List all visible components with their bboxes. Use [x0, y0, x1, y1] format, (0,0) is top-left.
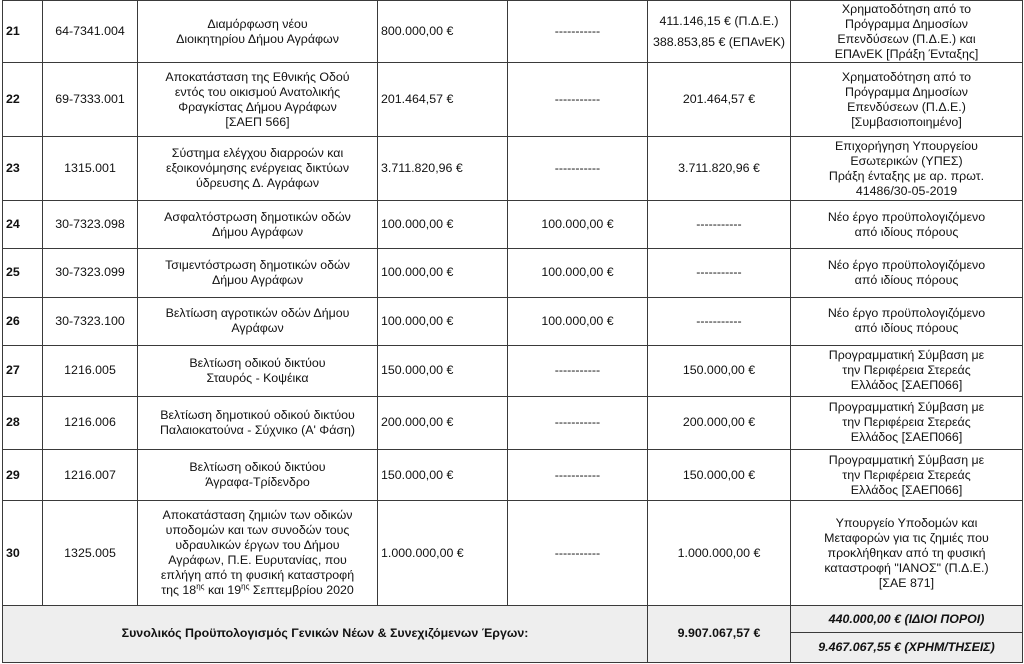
budget-code: 1216.005 — [43, 345, 138, 396]
budget-code: 64-7341.004 — [43, 1, 138, 63]
funded-amount: 411.146,15 € (Π.Δ.Ε.) 388.853,85 € (ΕΠΑνΕΚ) — [648, 1, 791, 63]
project-description: Αποκατάσταση ζημιών των οδικών υποδομών και των συνοδών τους υδραυλικών έργων του Δήμου Αγράφων, Π.Ε. Ευρυτανίας, που επλήγη από τη φυσική καταστροφή της $18^{\eta\varsigma}$ και $19^{\eta\varsigma}$ Σεπτεμβρίου 2020 — [138, 501, 378, 606]
table-row — [3, 396, 1023, 450]
total-budget: 100.000,00 € — [378, 249, 508, 298]
funded-amount: ----------- — [648, 201, 791, 249]
funded-amount: ----------- — [648, 249, 791, 298]
total-budget: 800.000,00 € — [378, 1, 508, 63]
funding-notes: Υπουργείο Υποδομών και Μεταφορών για τις ζημιές που προκλήθηκαν από τη φυσική καταστροφή "ΙΑΝΟΣ" (Π.Δ.Ε.) [ΣΑΕ 871] — [791, 501, 1023, 606]
project-description: Τσιμεντόστρωση δημοτικών οδών Δήμου Αγράφων — [138, 249, 378, 298]
funding-notes: Προγραμματική Σύμβαση με την Περιφέρεια Στερεάς Ελλάδος [ΣΑΕΠ066] — [791, 450, 1023, 501]
row-number: 29 — [3, 450, 43, 501]
own-resources: ----------- — [508, 137, 648, 201]
total-amount: 9.907.067,57 € — [648, 605, 791, 662]
project-description: Βελτίωση οδικού δικτύου Σταυρός - Κοψέικα — [138, 345, 378, 396]
row-number: 26 — [3, 297, 43, 345]
budget-code: 30-7323.099 — [43, 249, 138, 298]
own-resources: ----------- — [508, 345, 648, 396]
total-budget: 200.000,00 € — [378, 396, 508, 450]
funding-notes: Χρηματοδότηση από το Πρόγραμμα Δημοσίων Επενδύσεων (Π.Δ.Ε.) [Συμβασιοποιημένο] — [791, 63, 1023, 137]
budget-code: 1216.006 — [43, 396, 138, 450]
funded-amount: 150.000,00 € — [648, 345, 791, 396]
funding-notes: Προγραμματική Σύμβαση με την Περιφέρεια Στερεάς Ελλάδος [ΣΑΕΠ066] — [791, 396, 1023, 450]
project-description: Διαμόρφωση νέου Διοικητηρίου Δήμου Αγράφων — [138, 1, 378, 63]
row-number: 30 — [3, 501, 43, 606]
table-row — [3, 201, 1023, 249]
funding-notes: Χρηματοδότηση από το Πρόγραμμα Δημοσίων Επενδύσεων (Π.Δ.Ε.) και ΕΠΑνΕΚ [Πράξη Ένταξης] — [791, 1, 1023, 63]
table-row — [3, 63, 1023, 137]
table-row — [3, 345, 1023, 396]
table-row — [3, 297, 1023, 345]
total-funded: 9.467.067,55 € (ΧΡΗΜ/ΤΗΣΕΙΣ) — [791, 633, 1023, 663]
total-budget: 201.464,57 € — [378, 63, 508, 137]
total-label: Συνολικός Προϋπολογισμός Γενικών Νέων & Συνεχιζόμενων Έργων: — [3, 605, 648, 662]
own-resources: ----------- — [508, 1, 648, 63]
budget-code: 1325.005 — [43, 501, 138, 606]
budget-code: 30-7323.100 — [43, 297, 138, 345]
row-number: 24 — [3, 201, 43, 249]
budget-code: 1315.001 — [43, 137, 138, 201]
budget-code: 1216.007 — [43, 450, 138, 501]
total-own-resources: 440.000,00 € (ΙΔΙΟΙ ΠΟΡΟΙ) — [791, 605, 1023, 632]
project-description: Αποκατάσταση της Εθνικής Οδού εντός του οικισμού Ανατολικής Φραγκίστας Δήμου Αγράφων [ΣΑΕΠ 566] — [138, 63, 378, 137]
budget-table — [2, 0, 1023, 663]
own-resources: 100.000,00 € — [508, 249, 648, 298]
table-row — [3, 137, 1023, 201]
table-row — [3, 501, 1023, 606]
description-date-line: της $18^{\eta\varsigma}$ και $19^{\eta\varsigma}$ Σεπτεμβρίου 2020 — [161, 581, 354, 598]
project-description: Βελτίωση αγροτικών οδών Δήμου Αγράφων — [138, 297, 378, 345]
funded-amount: 200.000,00 € — [648, 396, 791, 450]
total-budget: 100.000,00 € — [378, 201, 508, 249]
own-resources: ----------- — [508, 63, 648, 137]
table-body — [3, 1, 1023, 663]
row-number: 23 — [3, 137, 43, 201]
row-number: 25 — [3, 249, 43, 298]
own-resources: ----------- — [508, 501, 648, 606]
total-budget: 3.711.820,96 € — [378, 137, 508, 201]
row-number: 21 — [3, 1, 43, 63]
funding-notes: Νέο έργο προϋπολογιζόμενο από ιδίους πόρους — [791, 249, 1023, 298]
row-number: 27 — [3, 345, 43, 396]
budget-code: 69-7333.001 — [43, 63, 138, 137]
project-description: Σύστημα ελέγχου διαρροών και εξοικονόμησης ενέργειας δικτύων ύδρευσης Δ. Αγράφων — [138, 137, 378, 201]
funded-amount: 3.711.820,96 € — [648, 137, 791, 201]
row-number: 28 — [3, 396, 43, 450]
project-description: Βελτίωση δημοτικού οδικού δικτύου Παλαιοκατούνα - Σύχνικο (Α' Φάση) — [138, 396, 378, 450]
total-budget: 150.000,00 € — [378, 345, 508, 396]
funded-amount: ----------- — [648, 297, 791, 345]
own-resources: 100.000,00 € — [508, 297, 648, 345]
own-resources: ----------- — [508, 396, 648, 450]
project-description: Ασφαλτόστρωση δημοτικών οδών Δήμου Αγράφων — [138, 201, 378, 249]
funded-amount: 1.000.000,00 € — [648, 501, 791, 606]
funding-notes: Επιχορήγηση Υπουργείου Εσωτερικών (ΥΠΕΣ) Πράξη ένταξης με αρ. πρωτ. 41486/30-05-2019 — [791, 137, 1023, 201]
own-resources: 100.000,00 € — [508, 201, 648, 249]
table-row — [3, 249, 1023, 298]
funded-amount: 150.000,00 € — [648, 450, 791, 501]
row-number: 22 — [3, 63, 43, 137]
table-row — [3, 1, 1023, 63]
total-budget: 100.000,00 € — [378, 297, 508, 345]
table-row — [3, 450, 1023, 501]
total-budget: 1.000.000,00 € — [378, 501, 508, 606]
funding-notes: Νέο έργο προϋπολογιζόμενο από ιδίους πόρους — [791, 201, 1023, 249]
budget-code: 30-7323.098 — [43, 201, 138, 249]
funded-amount: 201.464,57 € — [648, 63, 791, 137]
total-row — [3, 605, 1023, 632]
project-description: Βελτίωση οδικού δικτύου Άγραφα-Τρίδενδρο — [138, 450, 378, 501]
funding-notes: Νέο έργο προϋπολογιζόμενο από ιδίους πόρους — [791, 297, 1023, 345]
total-budget: 150.000,00 € — [378, 450, 508, 501]
own-resources: ----------- — [508, 450, 648, 501]
funding-notes: Προγραμματική Σύμβαση με την Περιφέρεια Στερεάς Ελλάδος [ΣΑΕΠ066] — [791, 345, 1023, 396]
